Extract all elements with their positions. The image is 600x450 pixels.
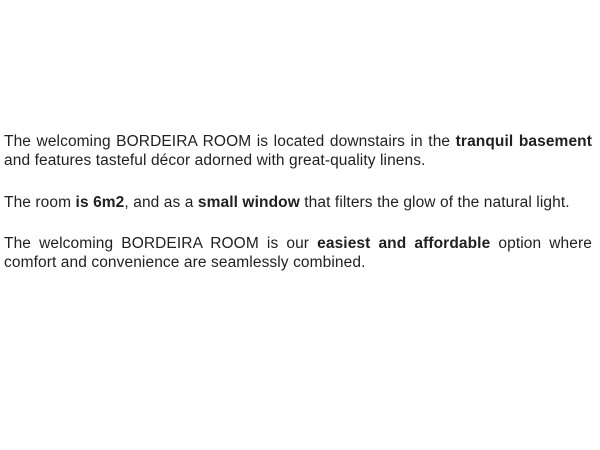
text-segment: The welcoming BORDEIRA ROOM is our <box>4 234 318 252</box>
text-segment: that filters the glow of the natural light. <box>299 193 570 211</box>
text-segment-bold-is-6m2: is 6m2 <box>75 193 125 211</box>
text-segment: , and as a <box>124 193 198 211</box>
room-description-text <box>4 132 592 294</box>
text-segment-bold-tranquil-basement: tranquil basement <box>455 133 592 150</box>
text-segment: The room <box>4 193 76 211</box>
text-segment-bold-easiest-affordable: easiest and affordable <box>317 234 491 252</box>
paragraph-room-value <box>4 234 592 273</box>
text-segment: The welcoming BORDEIRA ROOM is located downstairs in the <box>4 133 456 150</box>
text-segment: and features tasteful décor adorned with great-quality linens. <box>4 152 426 170</box>
text-segment-bold-small-window: small window <box>197 193 300 211</box>
paragraph-room-size <box>4 193 592 212</box>
paragraph-room-intro <box>4 132 592 171</box>
text-segment: option where comfort and convenience are seamlessly combined. <box>4 234 592 272</box>
